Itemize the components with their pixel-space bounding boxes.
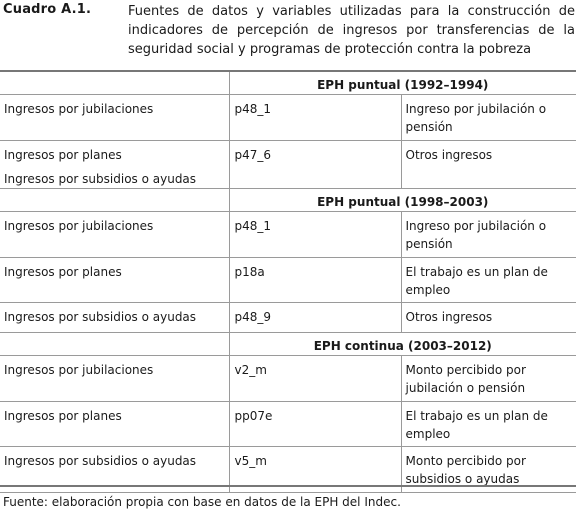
variable-cell: pp07e	[234, 409, 273, 423]
concept-cell	[0, 141, 229, 188]
table-row	[0, 402, 576, 447]
description-cell: Monto percibido por jubilación o pensión	[405, 363, 526, 395]
table-row	[0, 141, 576, 189]
table-row	[0, 303, 576, 333]
section-header: EPH continua (2003–2012)	[313, 339, 492, 353]
variable-cell: p47_6	[234, 148, 272, 162]
description-cell: Otros ingresos	[405, 148, 493, 162]
concept-line: Ingresos por subsidios o ayudas	[4, 172, 197, 186]
section-header-row	[0, 189, 576, 212]
caption-label: Cuadro A.1.	[3, 2, 92, 17]
table-row	[0, 212, 576, 258]
variable-cell: p48_9	[234, 310, 272, 324]
section-header-row	[0, 72, 576, 95]
section-header: EPH puntual (1992–1994)	[317, 78, 489, 92]
concept-cell: Ingresos por subsidios o ayudas	[4, 454, 197, 468]
section-header-row	[0, 333, 576, 356]
description-cell: Ingreso por jubilación o pensión	[405, 219, 547, 251]
concept-cell: Ingresos por jubilaciones	[4, 102, 154, 116]
concept-cell: Ingresos por jubilaciones	[4, 219, 154, 233]
data-table	[0, 72, 576, 493]
description-cell: Monto percibido por subsidios o ayudas	[405, 454, 526, 486]
table-row	[0, 356, 576, 402]
table-row	[0, 95, 576, 141]
table-bottom-rule	[0, 485, 576, 487]
variable-cell: p48_1	[234, 219, 272, 233]
description-cell: Otros ingresos	[405, 310, 493, 324]
table-row	[0, 258, 576, 303]
caption-title: Fuentes de datos y variables utilizadas para la construcción de indicadores de percepción de ingresos por transferencias de la seguridad social y programas de protección contra la pobreza	[128, 4, 575, 57]
concept-cell: Ingresos por planes	[4, 265, 122, 279]
description-cell: Ingreso por jubilación o pensión	[405, 102, 547, 134]
description-cell: El trabajo es un plan de empleo	[405, 409, 548, 441]
concept-cell: Ingresos por planes	[4, 409, 122, 423]
variable-cell: v5_m	[234, 454, 267, 468]
description-cell: El trabajo es un plan de empleo	[405, 265, 548, 297]
variable-cell: v2_m	[234, 363, 267, 377]
variable-cell: p18a	[234, 265, 265, 279]
source-note: Fuente: elaboración propia con base en datos de la EPH del Indec.	[3, 495, 401, 509]
variable-cell: p48_1	[234, 102, 272, 116]
concept-line: Ingresos por planes	[4, 148, 122, 162]
concept-cell: Ingresos por jubilaciones	[4, 363, 154, 377]
section-header: EPH puntual (1998–2003)	[317, 195, 489, 209]
concept-cell: Ingresos por subsidios o ayudas	[4, 310, 197, 324]
